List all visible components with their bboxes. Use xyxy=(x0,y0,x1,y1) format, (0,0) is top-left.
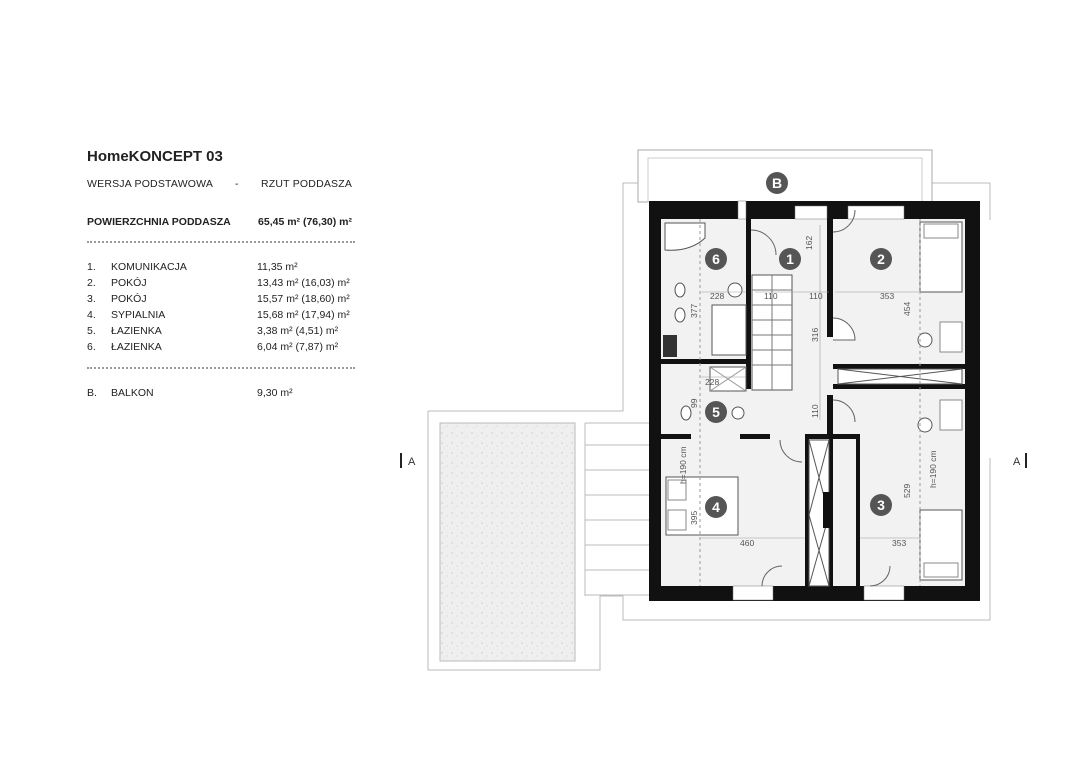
interior-wall xyxy=(805,434,809,586)
interior-wall xyxy=(833,384,965,389)
version-label: WERSJA PODSTAWOWA xyxy=(87,178,214,190)
height-label: h=190 cm xyxy=(678,446,688,484)
room-area: 13,43 m² (16,03) m² xyxy=(257,277,350,289)
interior-wall xyxy=(827,395,833,435)
dimension-label: 377 xyxy=(689,303,699,318)
balcony-marker: B xyxy=(771,175,783,191)
dimension-label: 316 xyxy=(810,327,820,342)
room-marker-6: 6 xyxy=(712,251,720,267)
pillow xyxy=(924,563,958,577)
washer xyxy=(663,335,677,357)
window xyxy=(738,201,746,219)
room-number: 4. xyxy=(87,309,96,321)
pillow xyxy=(924,224,958,238)
dimension-label: 110 xyxy=(810,404,820,418)
bidet xyxy=(675,308,685,322)
room-number: 1. xyxy=(87,261,96,273)
desk xyxy=(940,322,962,352)
window xyxy=(733,586,773,600)
room-name: BALKON xyxy=(111,387,154,399)
interior-wall xyxy=(827,219,833,337)
dimension-label: 460 xyxy=(740,538,755,548)
window xyxy=(795,206,827,219)
section-marker-left: A xyxy=(408,456,416,468)
dimension-label: 353 xyxy=(880,291,895,301)
room-marker-5: 5 xyxy=(712,404,720,420)
dimension-label: 454 xyxy=(902,301,912,316)
dimension-label: 228 xyxy=(705,377,720,387)
desk xyxy=(940,400,962,430)
interior-wall xyxy=(746,219,751,389)
dimension-label: 529 xyxy=(902,483,912,498)
chimney xyxy=(823,492,831,528)
terrace-area xyxy=(440,423,575,661)
room-name: SYPIALNIA xyxy=(111,309,166,321)
total-area-value: 65,45 m² (76,30) m² xyxy=(258,216,352,228)
shower xyxy=(712,305,746,355)
project-title: HomeKONCEPT 03 xyxy=(87,148,223,165)
room-area: 6,04 m² (7,87) m² xyxy=(257,341,339,353)
room-name: POKÓJ xyxy=(111,277,147,289)
section-marker-right: A xyxy=(1013,456,1021,468)
dimension-label: 110 xyxy=(764,291,778,301)
dimension-label: 395 xyxy=(689,510,699,525)
interior-wall xyxy=(661,434,691,439)
room-area: 3,38 m² (4,51) m² xyxy=(257,325,339,337)
room-area: 15,57 m² (18,60) m² xyxy=(257,293,350,305)
room-number: 3. xyxy=(87,293,96,305)
room-marker-3: 3 xyxy=(877,497,885,513)
room-number: 5. xyxy=(87,325,96,337)
interior-wall xyxy=(661,359,746,364)
room-number: 2. xyxy=(87,277,96,289)
dimension-label: 99 xyxy=(689,398,699,408)
room-number: 6. xyxy=(87,341,96,353)
room-area: 11,35 m² xyxy=(257,261,298,273)
dimension-label: 228 xyxy=(710,291,725,301)
title-separator: - xyxy=(235,178,239,190)
sink xyxy=(732,407,744,419)
room-marker-2: 2 xyxy=(877,251,885,267)
view-label: RZUT PODDASZA xyxy=(261,178,353,190)
height-label: h=190 cm xyxy=(928,450,938,488)
room-name: POKÓJ xyxy=(111,293,147,305)
room-name: ŁAZIENKA xyxy=(111,325,162,337)
interior-wall xyxy=(833,364,965,369)
interior-wall xyxy=(856,434,860,586)
room-marker-1: 1 xyxy=(786,251,794,267)
room-area: 15,68 m² (17,94) m² xyxy=(257,309,350,321)
window xyxy=(864,586,904,600)
room-name: KOMUNIKACJA xyxy=(111,261,187,273)
dimension-label: 353 xyxy=(892,538,907,548)
pillow xyxy=(668,510,686,530)
dimension-label: 110 xyxy=(809,291,823,301)
room-name: ŁAZIENKA xyxy=(111,341,162,353)
toilet xyxy=(675,283,685,297)
interior-wall xyxy=(740,434,770,439)
window xyxy=(848,206,904,219)
total-area-label: POWIERZCHNIA PODDASZA xyxy=(87,216,231,228)
room-number: B. xyxy=(87,387,97,399)
room-marker-4: 4 xyxy=(712,499,720,515)
sink xyxy=(728,283,742,297)
room-area: 9,30 m² xyxy=(257,387,293,399)
dimension-label: 162 xyxy=(804,235,814,250)
